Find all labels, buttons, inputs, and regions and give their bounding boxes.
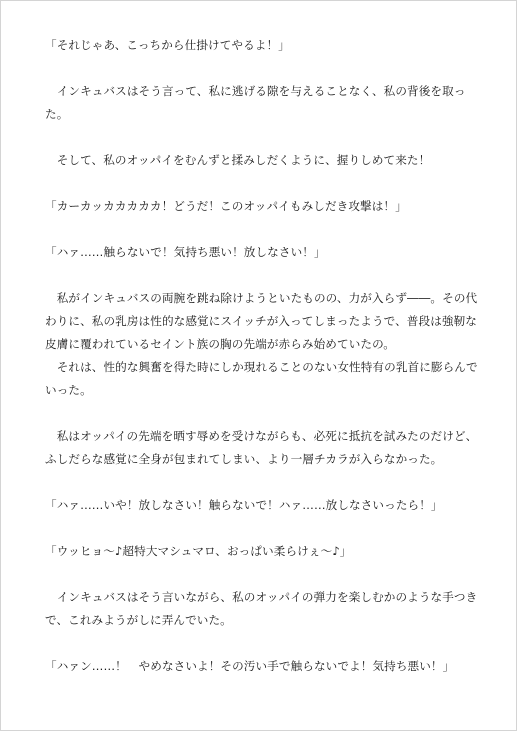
paragraph: 「ハァン……！ やめなさいよ！その汚い手で触らないでよ！気持ち悪い！」 — [45, 659, 455, 673]
paragraph: 「ハァ……触らないで！気持ち悪い！放しなさい！」 — [45, 245, 326, 259]
blank-line — [45, 402, 481, 425]
paragraph: 私はオッパイの先端を晒す辱めを受けながらも、必死に抵抗を試みたのだけど、ふしだらな感覚に全身が包まれてしまい、より一層チカラが入らなかった。 — [45, 429, 478, 466]
document-body — [45, 34, 481, 678]
paragraph: 「ウッヒョ～♪超特大マシュマロ、おっぱい柔らけぇ～♪」 — [45, 544, 352, 558]
blank-line — [45, 563, 481, 586]
blank-line — [45, 517, 481, 540]
paragraph: インキュバスはそう言って、私に逃げる隙を与えることなく、私の背後を取った。 — [45, 84, 466, 121]
paragraph: 「カーカッカカカカカ！どうだ！このオッパイもみしだき攻撃は！」 — [45, 199, 407, 213]
blank-line — [45, 471, 481, 494]
blank-line — [45, 264, 481, 287]
blank-line — [45, 57, 481, 80]
paragraph: 「ハァ……いや！放しなさい！触らないで！ハァ……放しなさいったら！」 — [45, 498, 443, 512]
blank-line — [45, 172, 481, 195]
blank-line — [45, 218, 481, 241]
paragraph: 「それじゃあ、こっちから仕掛けてやるよ！」 — [45, 38, 290, 52]
paragraph: インキュバスはそう言いながら、私のオッパイの弾力を楽しむかのような手つきで、これみようがしに弄んでいた。 — [45, 590, 478, 627]
paragraph: それは、性的な興奮を得た時にしか現れることのない女性特有の乳首に膨らんでいった。 — [45, 360, 478, 397]
paragraph: 私がインキュバスの両腕を跳ね除けようといたものの、力が入らず――。その代わりに、私の乳房は性的な感覚にスイッチが入ってしまったようで、普段は強靭な皮膚に覆われているセイント族の胸の先端が赤らみ始めていたの。 — [45, 291, 478, 351]
blank-line — [45, 126, 481, 149]
paragraph: そして、私のオッパイをむんずと揉みしだくように、握りしめて来た！ — [45, 153, 431, 167]
blank-line — [45, 632, 481, 655]
